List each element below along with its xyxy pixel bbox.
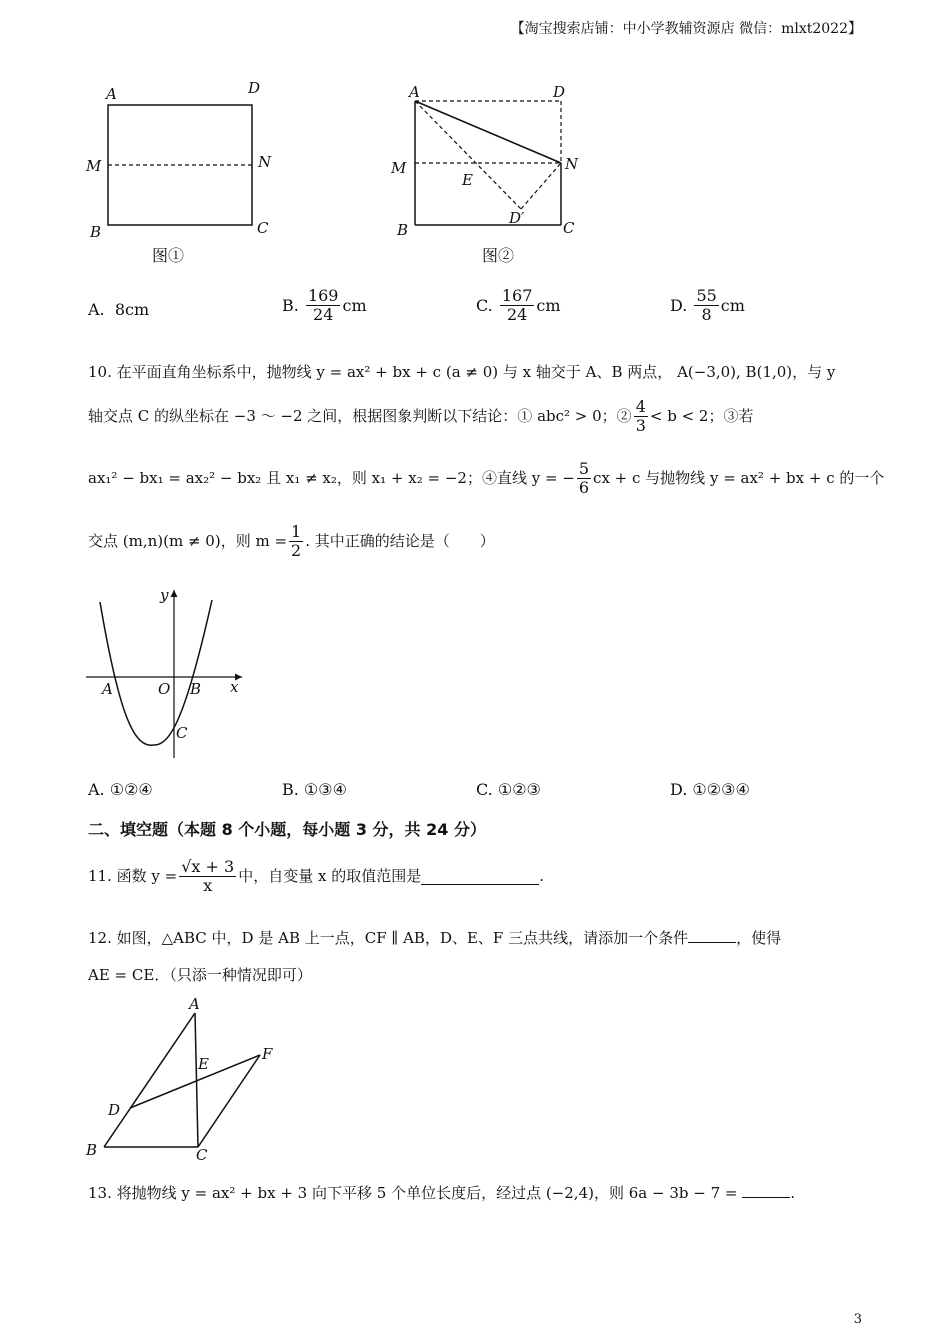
q12-answer-blank[interactable] xyxy=(688,928,736,943)
q13-number: 13. xyxy=(88,1184,112,1202)
q11-answer-blank[interactable] xyxy=(421,868,539,885)
q10-line1 xyxy=(88,362,835,383)
q12-triangle-figure xyxy=(80,995,290,1165)
q10-frac-1-2: $\frac{1}{2}$ xyxy=(291,522,302,561)
fig1-label-c: C xyxy=(257,219,269,237)
q12-line1 xyxy=(88,928,781,949)
q10-option-d[interactable]: D. ①②③④ xyxy=(670,780,750,799)
q12-segment-df xyxy=(130,1055,260,1108)
q10-label-o: O xyxy=(158,680,171,698)
q10-number: 10. xyxy=(88,363,112,381)
fig1-caption: 图① xyxy=(152,246,185,265)
fig2-label-e: E xyxy=(462,171,473,189)
q11-prefix: 函数 y = xyxy=(116,867,178,886)
q10-frac-5-6: $\frac{5}{6}$ xyxy=(578,459,590,498)
q12-label-c: C xyxy=(196,1146,208,1164)
q10-parabola-graph xyxy=(80,580,260,765)
q11-fraction: $\frac{√x + 3}{x}$ xyxy=(181,857,235,896)
q10-frac-4-3: $\frac{4}{3}$ xyxy=(635,397,646,436)
fig1-label-d: D xyxy=(248,79,261,97)
fig2-label-a: A xyxy=(409,83,420,101)
page-number: 3 xyxy=(853,1312,862,1327)
q10-option-c[interactable]: C. ①②③ xyxy=(476,780,541,799)
q12-label-e: E xyxy=(198,1055,209,1073)
q10-option-b[interactable]: B. ①③④ xyxy=(282,780,347,799)
fig2-label-c: C xyxy=(563,219,575,237)
q12-label-a: A xyxy=(189,995,200,1013)
q9-option-b-unit: cm xyxy=(342,296,367,316)
q10-line2-b: < b < 2；③若 xyxy=(649,407,754,426)
fig1-label-a: A xyxy=(106,85,117,103)
q10-line4-a: 交点 (m,n)(m ≠ 0)，则 m = xyxy=(88,532,288,551)
q12-side-ab xyxy=(104,1013,195,1147)
q10-line3 xyxy=(88,460,884,498)
q9-option-b-fraction: $\frac{169}{24}$ xyxy=(307,286,339,325)
q12-label-d: D xyxy=(108,1101,121,1119)
q9-option-d-unit: cm xyxy=(720,296,745,316)
fig2-caption: 图② xyxy=(482,246,515,265)
q11 xyxy=(88,858,544,896)
figure-1 xyxy=(80,75,300,270)
fig2-label-m: M xyxy=(391,159,407,177)
q10-line2 xyxy=(88,398,753,436)
q10-label-a: A xyxy=(102,680,113,698)
fig2-label-dprime: D′ xyxy=(509,209,525,227)
q13 xyxy=(88,1183,795,1204)
q10-label-b: B xyxy=(190,680,202,698)
q11-end: . xyxy=(539,867,544,886)
q12-line1-text: 如图，△ABC 中，D 是 AB 上一点，CF ∥ AB，D、E、F 三点共线，请添加一个条件 xyxy=(116,929,689,947)
fig1-label-n: N xyxy=(258,153,272,171)
q10-line4-b: . 其中正确的结论是（ ） xyxy=(305,532,495,551)
fig1-label-m: M xyxy=(86,157,102,175)
q12-line1-end: ，使得 xyxy=(736,929,782,947)
q9-option-c-letter: C. xyxy=(476,296,493,316)
q9-option-d[interactable] xyxy=(670,287,745,325)
q9-option-c-unit: cm xyxy=(536,296,561,316)
q12-number: 12. xyxy=(88,929,112,947)
q10-parabola-curve xyxy=(100,600,212,745)
q11-suffix: 中，自变量 x 的取值范围是 xyxy=(238,867,422,886)
header-watermark: 【淘宝搜索店铺：中小学教辅资源店 微信：mlxt2022】 xyxy=(510,21,862,37)
q9-option-a-value: 8cm xyxy=(114,300,150,319)
q9-option-c[interactable] xyxy=(476,287,561,325)
fig1-label-b: B xyxy=(90,223,102,241)
fig2-crease-an xyxy=(415,101,561,163)
q9-option-a[interactable] xyxy=(88,300,149,319)
q10-line3-a: ax₁² − bx₁ = ax₂² − bx₂ 且 x₁ ≠ x₂，则 x₁ + x₂ = −2；④直线 y = − xyxy=(88,469,575,488)
q13-end: . xyxy=(790,1184,796,1202)
q10-line4 xyxy=(88,523,495,561)
q12-label-b: B xyxy=(86,1141,98,1159)
q10-option-a[interactable]: A. ①②④ xyxy=(88,780,153,799)
q13-text: 将抛物线 y = ax² + bx + 3 向下平移 5 个单位长度后，经过点 (−2,4)，则 6a − 3b − 7 = xyxy=(116,1184,738,1202)
q10-label-y: y xyxy=(160,586,169,604)
q10-line2-a: 轴交点 C 的纵坐标在 −3 ～ −2 之间，根据图象判断以下结论：① abc² > 0；② xyxy=(88,407,632,426)
q9-option-c-fraction: $\frac{167}{24}$ xyxy=(501,286,533,325)
q9-option-d-fraction: $\frac{55}{8}$ xyxy=(696,286,717,325)
fig2-label-n: N xyxy=(565,155,579,173)
section-heading-fill-in: 二、填空题（本题 8 个小题，每小题 3 分，共 24 分） xyxy=(88,820,486,839)
fig2-label-b: B xyxy=(397,221,409,239)
q10-label-x: x xyxy=(230,678,239,696)
q11-number: 11. xyxy=(88,867,112,886)
fig2-label-d: D xyxy=(553,83,566,101)
q12-label-f: F xyxy=(262,1045,273,1063)
q12-line2: AE = CE．（只添一种情况即可） xyxy=(88,966,312,984)
q9-option-b-letter: B. xyxy=(282,296,299,316)
q13-answer-blank[interactable] xyxy=(742,1183,790,1198)
q10-line3-b: cx + c 与抛物线 y = ax² + bx + c 的一个 xyxy=(593,469,885,488)
q9-option-d-letter: D. xyxy=(670,296,688,316)
q9-option-b[interactable] xyxy=(282,287,367,325)
q9-option-a-letter: A. xyxy=(88,300,105,319)
figure-2 xyxy=(385,75,605,270)
q10-line1-text: 在平面直角坐标系中，抛物线 y = ax² + bx + c (a ≠ 0) 与 x 轴交于 A、B 两点， A(−3,0), B(1,0)，与 y xyxy=(116,363,836,381)
q10-label-c: C xyxy=(176,724,188,742)
